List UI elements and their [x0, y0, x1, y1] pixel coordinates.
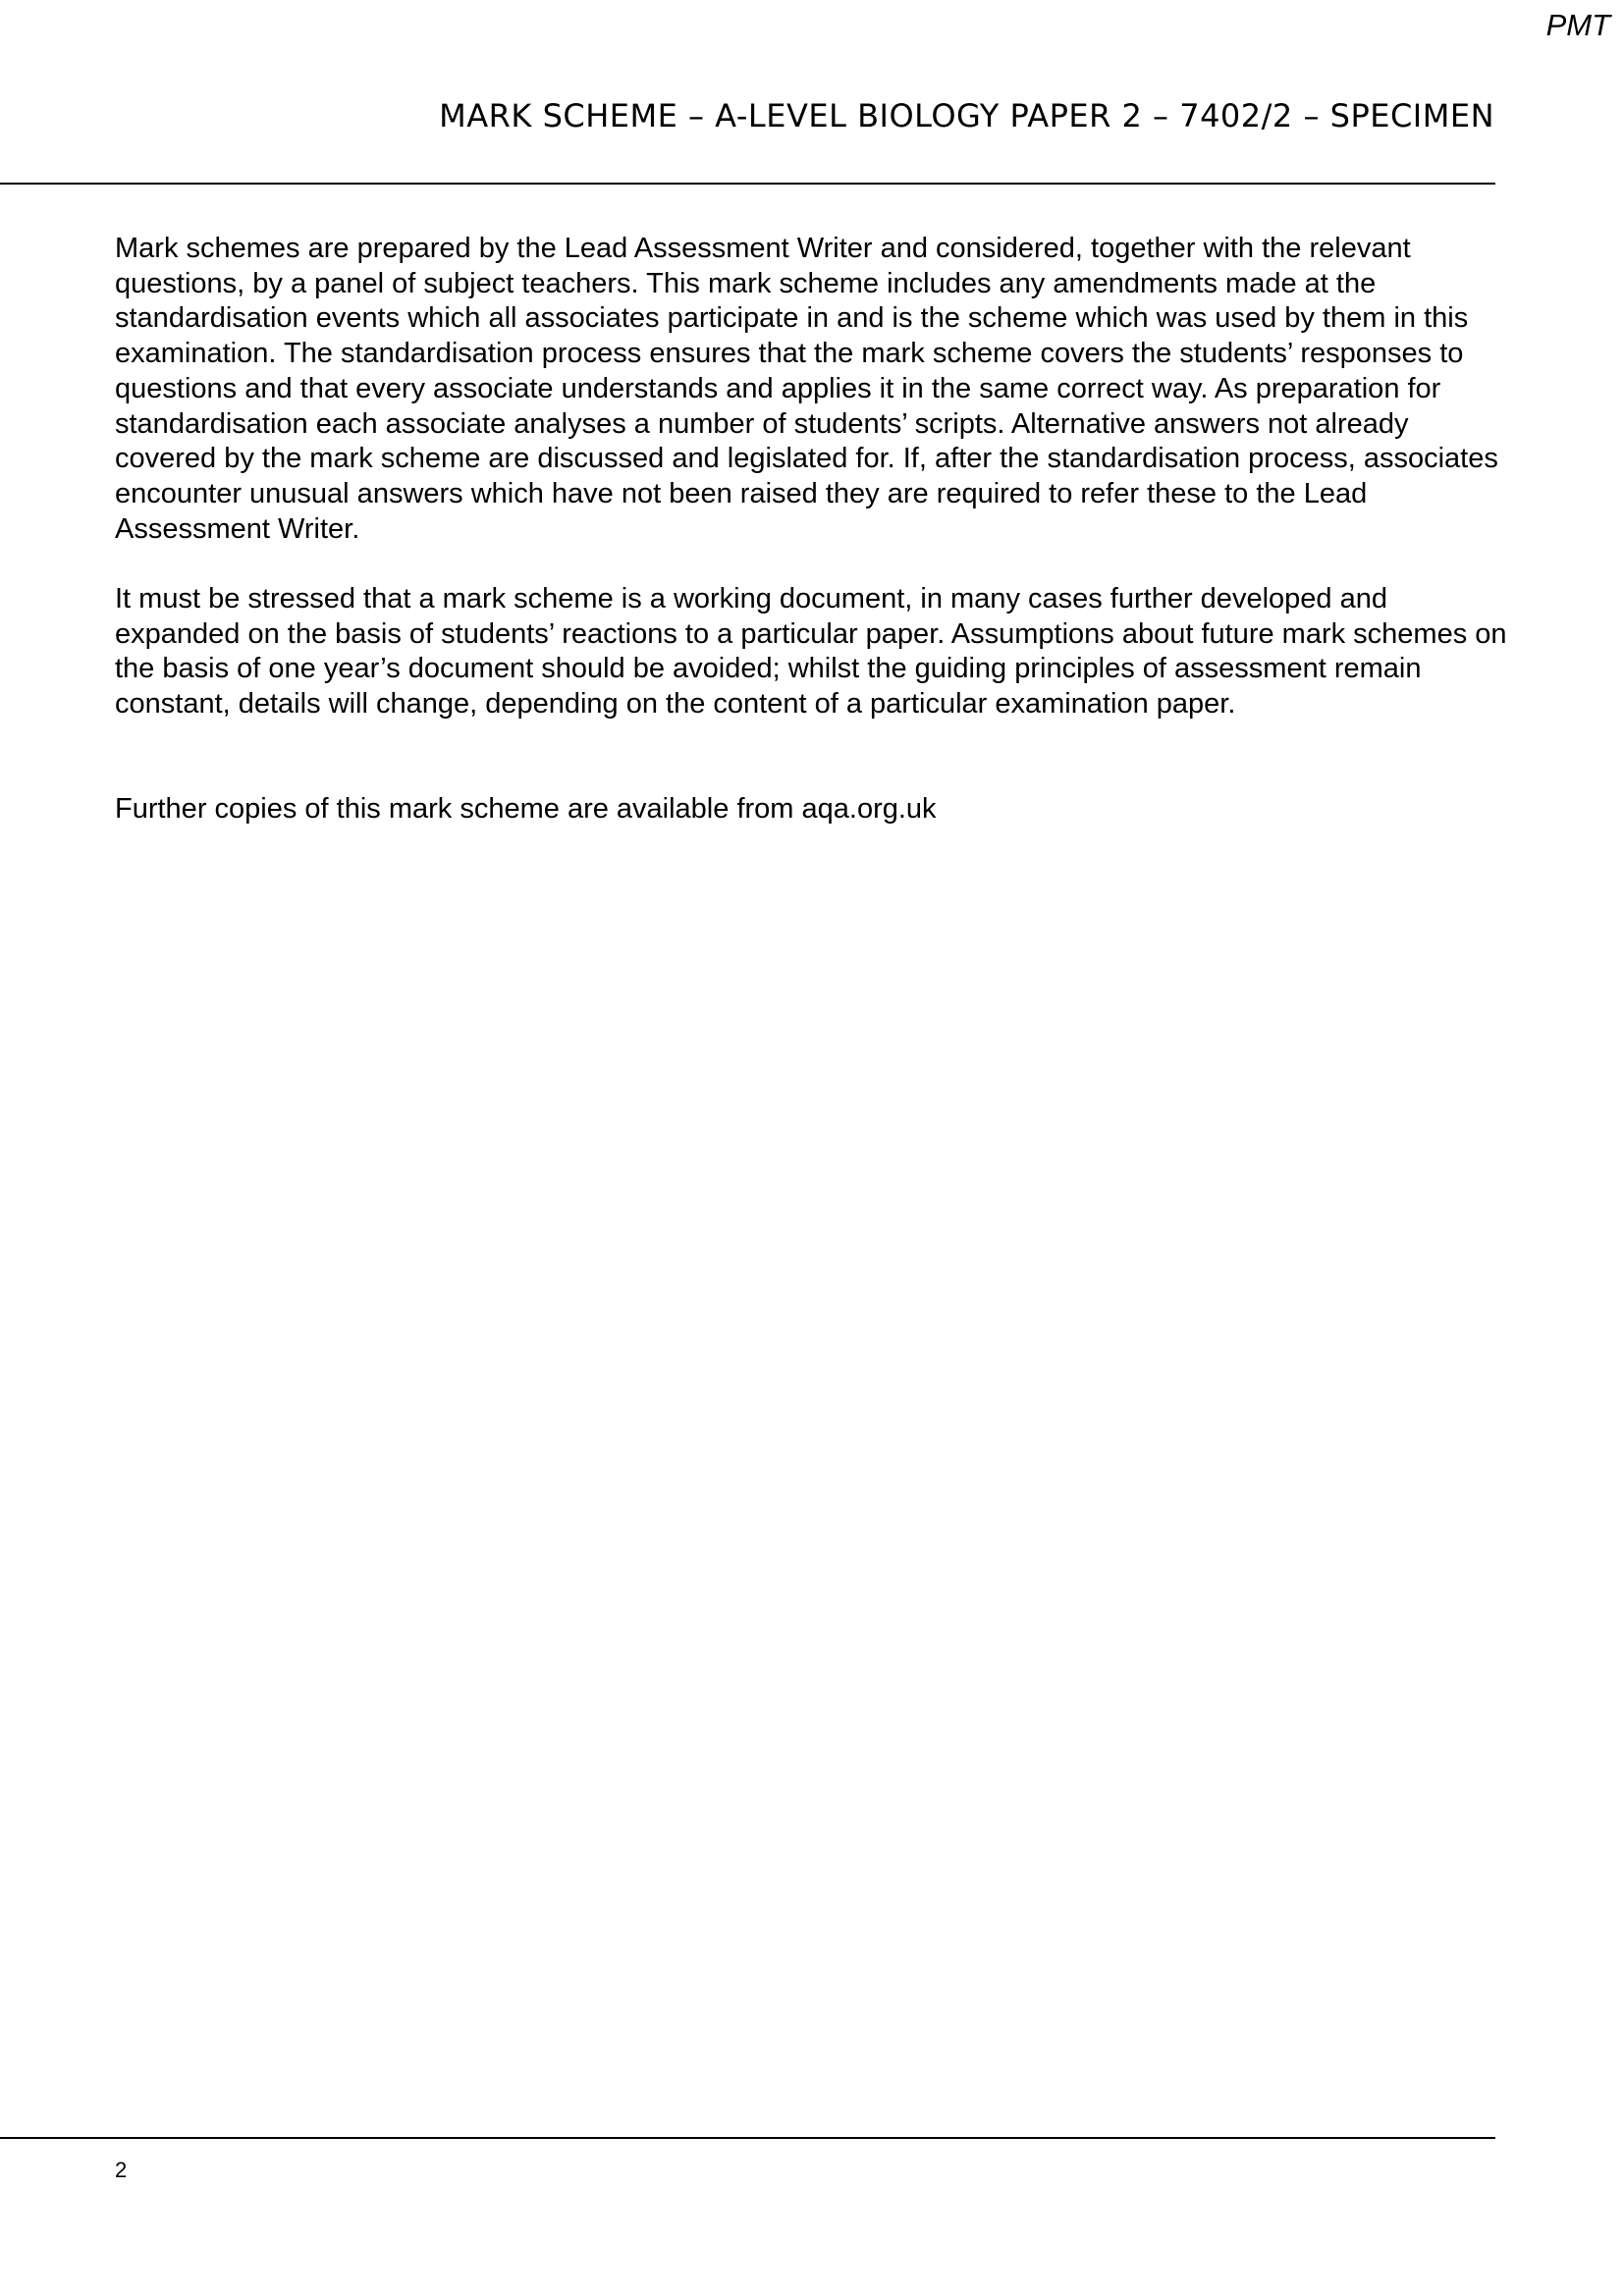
page-number: 2 — [115, 2158, 128, 2182]
footer-divider — [0, 2137, 1495, 2139]
running-header: MARK SCHEME – A-LEVEL BIOLOGY PAPER 2 – 7402/2 – SPECIMEN — [439, 97, 1494, 134]
paragraph-standardisation: Mark schemes are prepared by the Lead Assessment Writer and considered, together with the relevant questions, by a panel of subject teachers. This mark scheme includes any amendments made at the standardisation events which all associates participate in and is the scheme which was used by them in this examination. The standardisation process ensures that the mark scheme covers the students’ responses to questions and that every associate understands and applies it in the same correct way. As preparation for standardisation each associate analyses a number of students’ scripts. Alternative answers not already covered by the mark scheme are discussed and legislated for. If, after the standardisation process, associates encounter unusual answers which have not been raised they are required to refer these to the Lead Assessment Writer. — [115, 233, 1498, 545]
paragraph-further-copies: Further copies of this mark scheme are available from aqa.org.uk — [115, 793, 937, 826]
pmt-watermark: PMT — [1545, 8, 1610, 42]
header-divider — [0, 183, 1495, 185]
paragraph-working-document: It must be stressed that a mark scheme is a working document, in many cases further developed and expanded on the basis of students’ reactions to a particular paper. Assumptions about future mark schemes on the basis of one year’s document should be avoided; whilst the guiding principles of assessment remain constant, details will change, depending on the content of a particular examination paper. — [115, 583, 1507, 721]
document-body — [115, 232, 1509, 828]
